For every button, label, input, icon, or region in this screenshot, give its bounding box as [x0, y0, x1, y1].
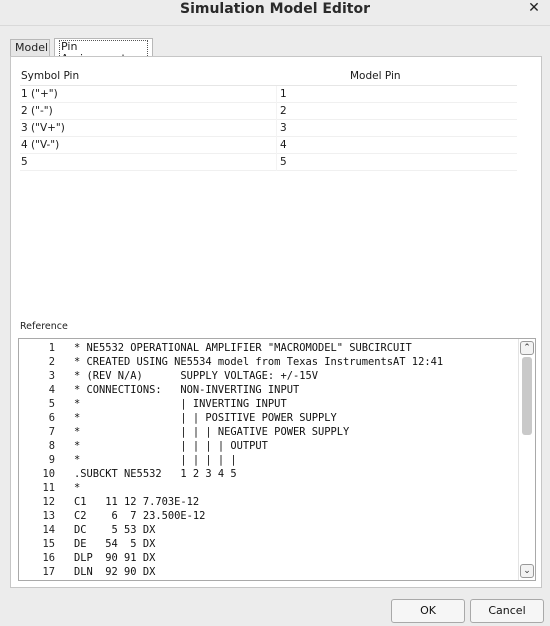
scroll-down-icon[interactable]: ⌄ [520, 564, 534, 578]
code-text: DLP 90 91 DX [74, 552, 156, 564]
symbol-pin-cell: 5 [21, 156, 28, 168]
column-divider [276, 86, 277, 103]
line-number: 14 [42, 524, 55, 536]
model-pin-header[interactable]: Model Pin [350, 70, 401, 82]
reference-text-area[interactable] [18, 338, 536, 581]
line-number: 11 [42, 482, 55, 494]
line-number: 16 [42, 552, 55, 564]
column-divider [276, 120, 277, 137]
code-line [19, 481, 517, 495]
reference-code [19, 341, 517, 579]
code-line [19, 453, 517, 467]
line-number: 12 [42, 496, 55, 508]
code-text: DE 54 5 DX [74, 538, 156, 550]
line-number: 2 [48, 356, 55, 368]
line-number: 6 [48, 412, 55, 424]
code-line [19, 439, 517, 453]
tab-pin-assignments[interactable] [54, 38, 153, 57]
line-number: 3 [48, 370, 55, 382]
cancel-button[interactable]: Cancel [470, 599, 544, 623]
pin-row[interactable] [20, 103, 517, 120]
code-text: * | | | NEGATIVE POWER SUPPLY [74, 426, 350, 438]
symbol-pin-header[interactable]: Symbol Pin [21, 70, 80, 82]
tab-model[interactable]: Model [10, 39, 50, 57]
pin-row[interactable] [20, 137, 517, 154]
reference-scrollbar[interactable] [518, 339, 535, 580]
line-number: 5 [48, 398, 55, 410]
tab-pin-assignments-label: Pin [59, 40, 148, 66]
model-pin-cell[interactable]: 1 [280, 88, 287, 100]
code-text: * | INVERTING INPUT [74, 398, 287, 410]
code-text: * | | POSITIVE POWER SUPPLY [74, 412, 337, 424]
model-pin-cell[interactable]: 5 [280, 156, 287, 168]
column-divider [276, 137, 277, 154]
pin-row[interactable] [20, 154, 517, 171]
scroll-thumb[interactable] [522, 357, 532, 435]
code-line [19, 341, 517, 355]
code-line [19, 425, 517, 439]
model-pin-cell[interactable]: 4 [280, 139, 287, 151]
reference-label: Reference [20, 321, 68, 332]
pin-row[interactable] [20, 86, 517, 103]
code-line [19, 565, 517, 579]
code-text: * CREATED USING NE5534 model from Texas InstrumentsAT 12:41 [74, 356, 444, 368]
symbol-pin-cell: 2 ("-") [21, 105, 53, 117]
code-line [19, 397, 517, 411]
title-bar [0, 0, 550, 26]
ok-button[interactable]: OK [391, 599, 465, 623]
code-line [19, 509, 517, 523]
code-line [19, 383, 517, 397]
pin-table [20, 67, 517, 171]
model-pin-cell[interactable]: 2 [280, 105, 287, 117]
symbol-pin-cell: 3 ("V+") [21, 122, 65, 134]
code-text: .SUBCKT NE5532 1 2 3 4 5 [74, 468, 237, 480]
line-number: 4 [48, 384, 55, 396]
pin-rows [20, 86, 517, 171]
pin-row[interactable] [20, 120, 517, 137]
pin-table-header [20, 67, 517, 86]
window-title: Simulation Model Editor [180, 1, 370, 17]
pin-assignments-panel [10, 56, 542, 588]
code-line [19, 467, 517, 481]
code-line [19, 495, 517, 509]
line-number: 9 [48, 454, 55, 466]
line-number: 17 [42, 566, 55, 578]
code-text: * | | | | | [74, 454, 237, 466]
column-divider [276, 154, 277, 171]
code-text: * | | | | OUTPUT [74, 440, 268, 452]
code-line [19, 537, 517, 551]
line-number: 8 [48, 440, 55, 452]
code-text: * CONNECTIONS: NON-INVERTING INPUT [74, 384, 300, 396]
column-divider [276, 103, 277, 120]
line-number: 10 [42, 468, 55, 480]
code-line [19, 355, 517, 369]
scroll-up-icon[interactable]: ⌃ [520, 341, 534, 355]
code-text: C1 11 12 7.703E-12 [74, 496, 200, 508]
code-text: C2 6 7 23.500E-12 [74, 510, 206, 522]
line-number: 13 [42, 510, 55, 522]
symbol-pin-cell: 1 ("+") [21, 88, 58, 100]
line-number: 1 [48, 342, 55, 354]
line-number: 7 [48, 426, 55, 438]
code-text: DC 5 53 DX [74, 524, 156, 536]
code-line [19, 523, 517, 537]
code-text: DLN 92 90 DX [74, 566, 156, 578]
code-text: * (REV N/A) SUPPLY VOLTAGE: +/-15V [74, 370, 318, 382]
symbol-pin-cell: 4 ("V-") [21, 139, 60, 151]
close-icon[interactable]: ✕ [528, 0, 540, 16]
code-line [19, 411, 517, 425]
code-line [19, 551, 517, 565]
code-text: * NE5532 OPERATIONAL AMPLIFIER "MACROMODEL" SUBCIRCUIT [74, 342, 412, 354]
model-pin-cell[interactable]: 3 [280, 122, 287, 134]
code-line [19, 369, 517, 383]
code-text: * [74, 482, 81, 494]
line-number: 15 [42, 538, 55, 550]
